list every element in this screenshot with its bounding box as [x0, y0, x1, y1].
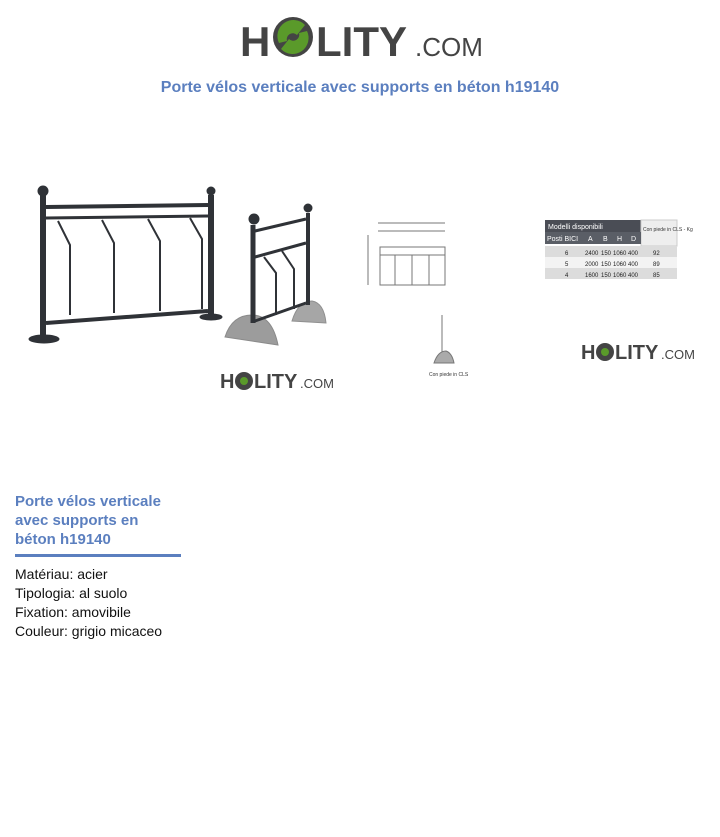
svg-text:Con piede in CLS - Kg: Con piede in CLS - Kg: [643, 227, 693, 233]
svg-text:89: 89: [653, 262, 660, 268]
svg-text:LITY: LITY: [615, 342, 659, 364]
spec-material: Matériau: acier: [15, 566, 108, 582]
logo-letters-lity: LITY: [316, 18, 407, 64]
svg-text:1060: 1060: [613, 251, 627, 257]
spec-color: Couleur: grigio micaceo: [15, 623, 163, 639]
bike-rack-front-view: [29, 186, 222, 343]
product-title: Porte vélos verticale avec supports en béton h19140: [15, 493, 161, 548]
svg-text:1060: 1060: [613, 273, 627, 279]
svg-text:4: 4: [565, 273, 569, 279]
logo-dotcom: .COM: [415, 32, 483, 62]
svg-text:.COM: .COM: [300, 376, 334, 391]
svg-text:6: 6: [565, 251, 569, 257]
svg-text:Con piede in CLS: Con piede in CLS: [429, 372, 469, 378]
svg-text:1600: 1600: [585, 273, 599, 279]
svg-text:2000: 2000: [585, 262, 599, 268]
svg-text:H: H: [220, 371, 235, 393]
svg-text:2400: 2400: [585, 251, 599, 257]
svg-text:85: 85: [653, 273, 660, 279]
watermark-logo-1: [220, 371, 334, 393]
svg-text:D: D: [631, 236, 637, 243]
spec-fixation: Fixation: amovibile: [15, 604, 131, 620]
svg-text:400: 400: [628, 251, 639, 257]
svg-text:Modelli disponibili: Modelli disponibili: [548, 224, 603, 231]
svg-text:5: 5: [565, 262, 569, 268]
title-divider: [15, 554, 181, 557]
product-image[interactable]: [20, 165, 710, 405]
models-table: [545, 220, 693, 279]
svg-text:A: A: [588, 236, 593, 243]
logo-o-mark: [273, 17, 313, 57]
page-title: Porte vélos verticale avec supports en béton h19140: [160, 79, 560, 96]
technical-drawing: [368, 223, 469, 378]
svg-text:Posti BICI: Posti BICI: [547, 236, 579, 243]
svg-text:H: H: [617, 236, 623, 243]
watermark-logo-2: [581, 342, 695, 364]
svg-text:150: 150: [601, 262, 612, 268]
bike-rack-side-view: [225, 204, 326, 345]
svg-text:B: B: [603, 236, 608, 243]
svg-text:H: H: [581, 342, 596, 364]
svg-text:400: 400: [628, 273, 639, 279]
svg-text:.COM: .COM: [661, 347, 695, 362]
svg-text:LITY: LITY: [254, 371, 298, 393]
product-specs: [15, 565, 162, 641]
svg-text:1060: 1060: [613, 262, 627, 268]
svg-text:150: 150: [601, 273, 612, 279]
logo-letter-h: H: [240, 18, 271, 64]
svg-text:400: 400: [628, 262, 639, 268]
holity-logo[interactable]: [240, 12, 485, 64]
spec-typology: Tipologia: al suolo: [15, 585, 128, 601]
svg-text:150: 150: [601, 251, 612, 257]
svg-text:92: 92: [653, 251, 660, 257]
